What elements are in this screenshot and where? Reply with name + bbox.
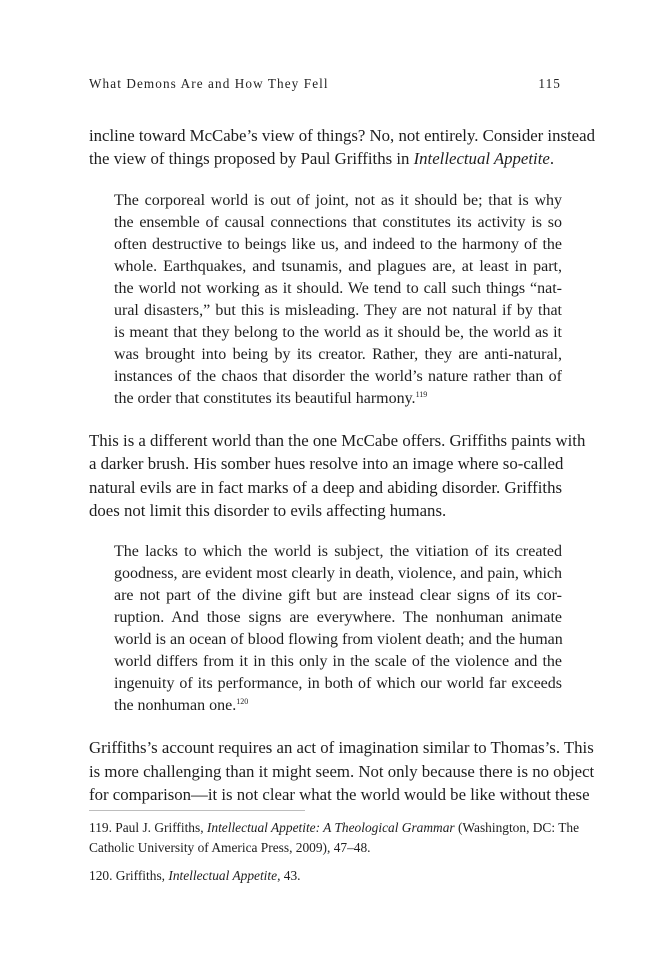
text-line: This is a different world than the one McCabe offers. Griffiths paints with [89,430,586,450]
body-paragraph [89,124,595,171]
text-line: for comparison—it is not clear what the world would be like without these [89,785,590,805]
body-paragraph [89,429,586,523]
quote-line: instances of the chaos that disorder the world’s nature rather than of [114,367,562,385]
quote-line: ingenuity of its performance, in both of which our world far exceeds [114,675,562,693]
body-paragraph [89,736,595,806]
running-head [89,76,561,92]
text-line: a darker brush. His somber hues resolve into an image where so-called [89,454,564,474]
footnote-divider [89,810,305,811]
quote-line: the nonhuman one.$^{120}$ [114,697,249,715]
text-line: Griffiths’s account requires an act of imagination similar to Thomas’s. This [89,738,594,758]
book-title: Intellectual Appetite: A Theological Grammar [206,820,455,835]
quote-line: ruption. And those signs are everywhere. The nonhuman animate [114,609,562,627]
text-line: incline toward McCabe’s view of things? No, not entirely. Consider instead [89,126,595,145]
footnote-line: 120. Griffiths, Intellectual Appetite, 43. [89,868,301,884]
text-line: does not limit this disorder to evils affecting humans. [89,501,447,521]
quote-line: the ensemble of causal connections that constitutes its activity is so [114,213,562,231]
quote-line: often destructive to beings like us, and indeed to the harmony of the [114,235,562,253]
block-quote [114,190,562,410]
footnote-line: Catholic University of America Press, 2009), 47–48. [89,839,371,855]
footnote-line: 119. Paul J. Griffiths, Intellectual Appetite: A Theological Grammar (Washington, DC: The [89,820,580,835]
quote-line: ural disasters,” but this is misleading. They are not natural if by that [114,301,562,319]
block-quote [114,541,562,717]
footnote [89,866,562,886]
quote-line: The lacks to which the world is subject, the vitiation of its created [114,543,562,561]
footnote [89,818,580,857]
quote-line: goodness, are evident most clearly in death, violence, and pain, which [114,565,562,583]
text-line: is more challenging than it might seem. Not only because there is no object [89,761,595,781]
quote-line: whole. Earthquakes, and tsunamis, and plagues are, at least in part, [114,257,562,275]
quote-line: the order that constitutes its beautiful harmony.$^{119}$ [114,389,428,407]
book-title: Intellectual Appetite [168,868,278,884]
quote-line: is meant that they belong to the world as it should be, the world as it [114,323,562,341]
book-title: Intellectual Appetite [413,149,550,169]
text-line: the view of things proposed by Paul Griffiths in Intellectual Appetite. [89,149,555,169]
quote-line: are not part of the divine gift but are instead clear signs of its cor- [114,587,562,605]
footnote-reference[interactable]: 120 [236,697,249,707]
page-number: 115 [538,76,561,91]
footnotes [89,818,580,895]
quote-line: world differs from it in this only in the scale of the violence and the [114,653,562,671]
quote-line: The corporeal world is out of joint, not as it should be; that is why [114,191,562,209]
running-title: What Demons Are and How They Fell [89,76,329,91]
footnote-reference[interactable]: 119 [415,389,428,399]
quote-line: was brought into being by its creator. Rather, they are anti-natural, [114,345,562,363]
quote-line: world is an ocean of blood flowing from violent death; and the human [114,631,563,649]
text-line: natural evils are in fact marks of a deep and abiding disorder. Griffiths [89,477,562,497]
quote-line: the world not working as it should. We tend to call such things “nat- [114,279,562,297]
main-text [89,124,595,826]
